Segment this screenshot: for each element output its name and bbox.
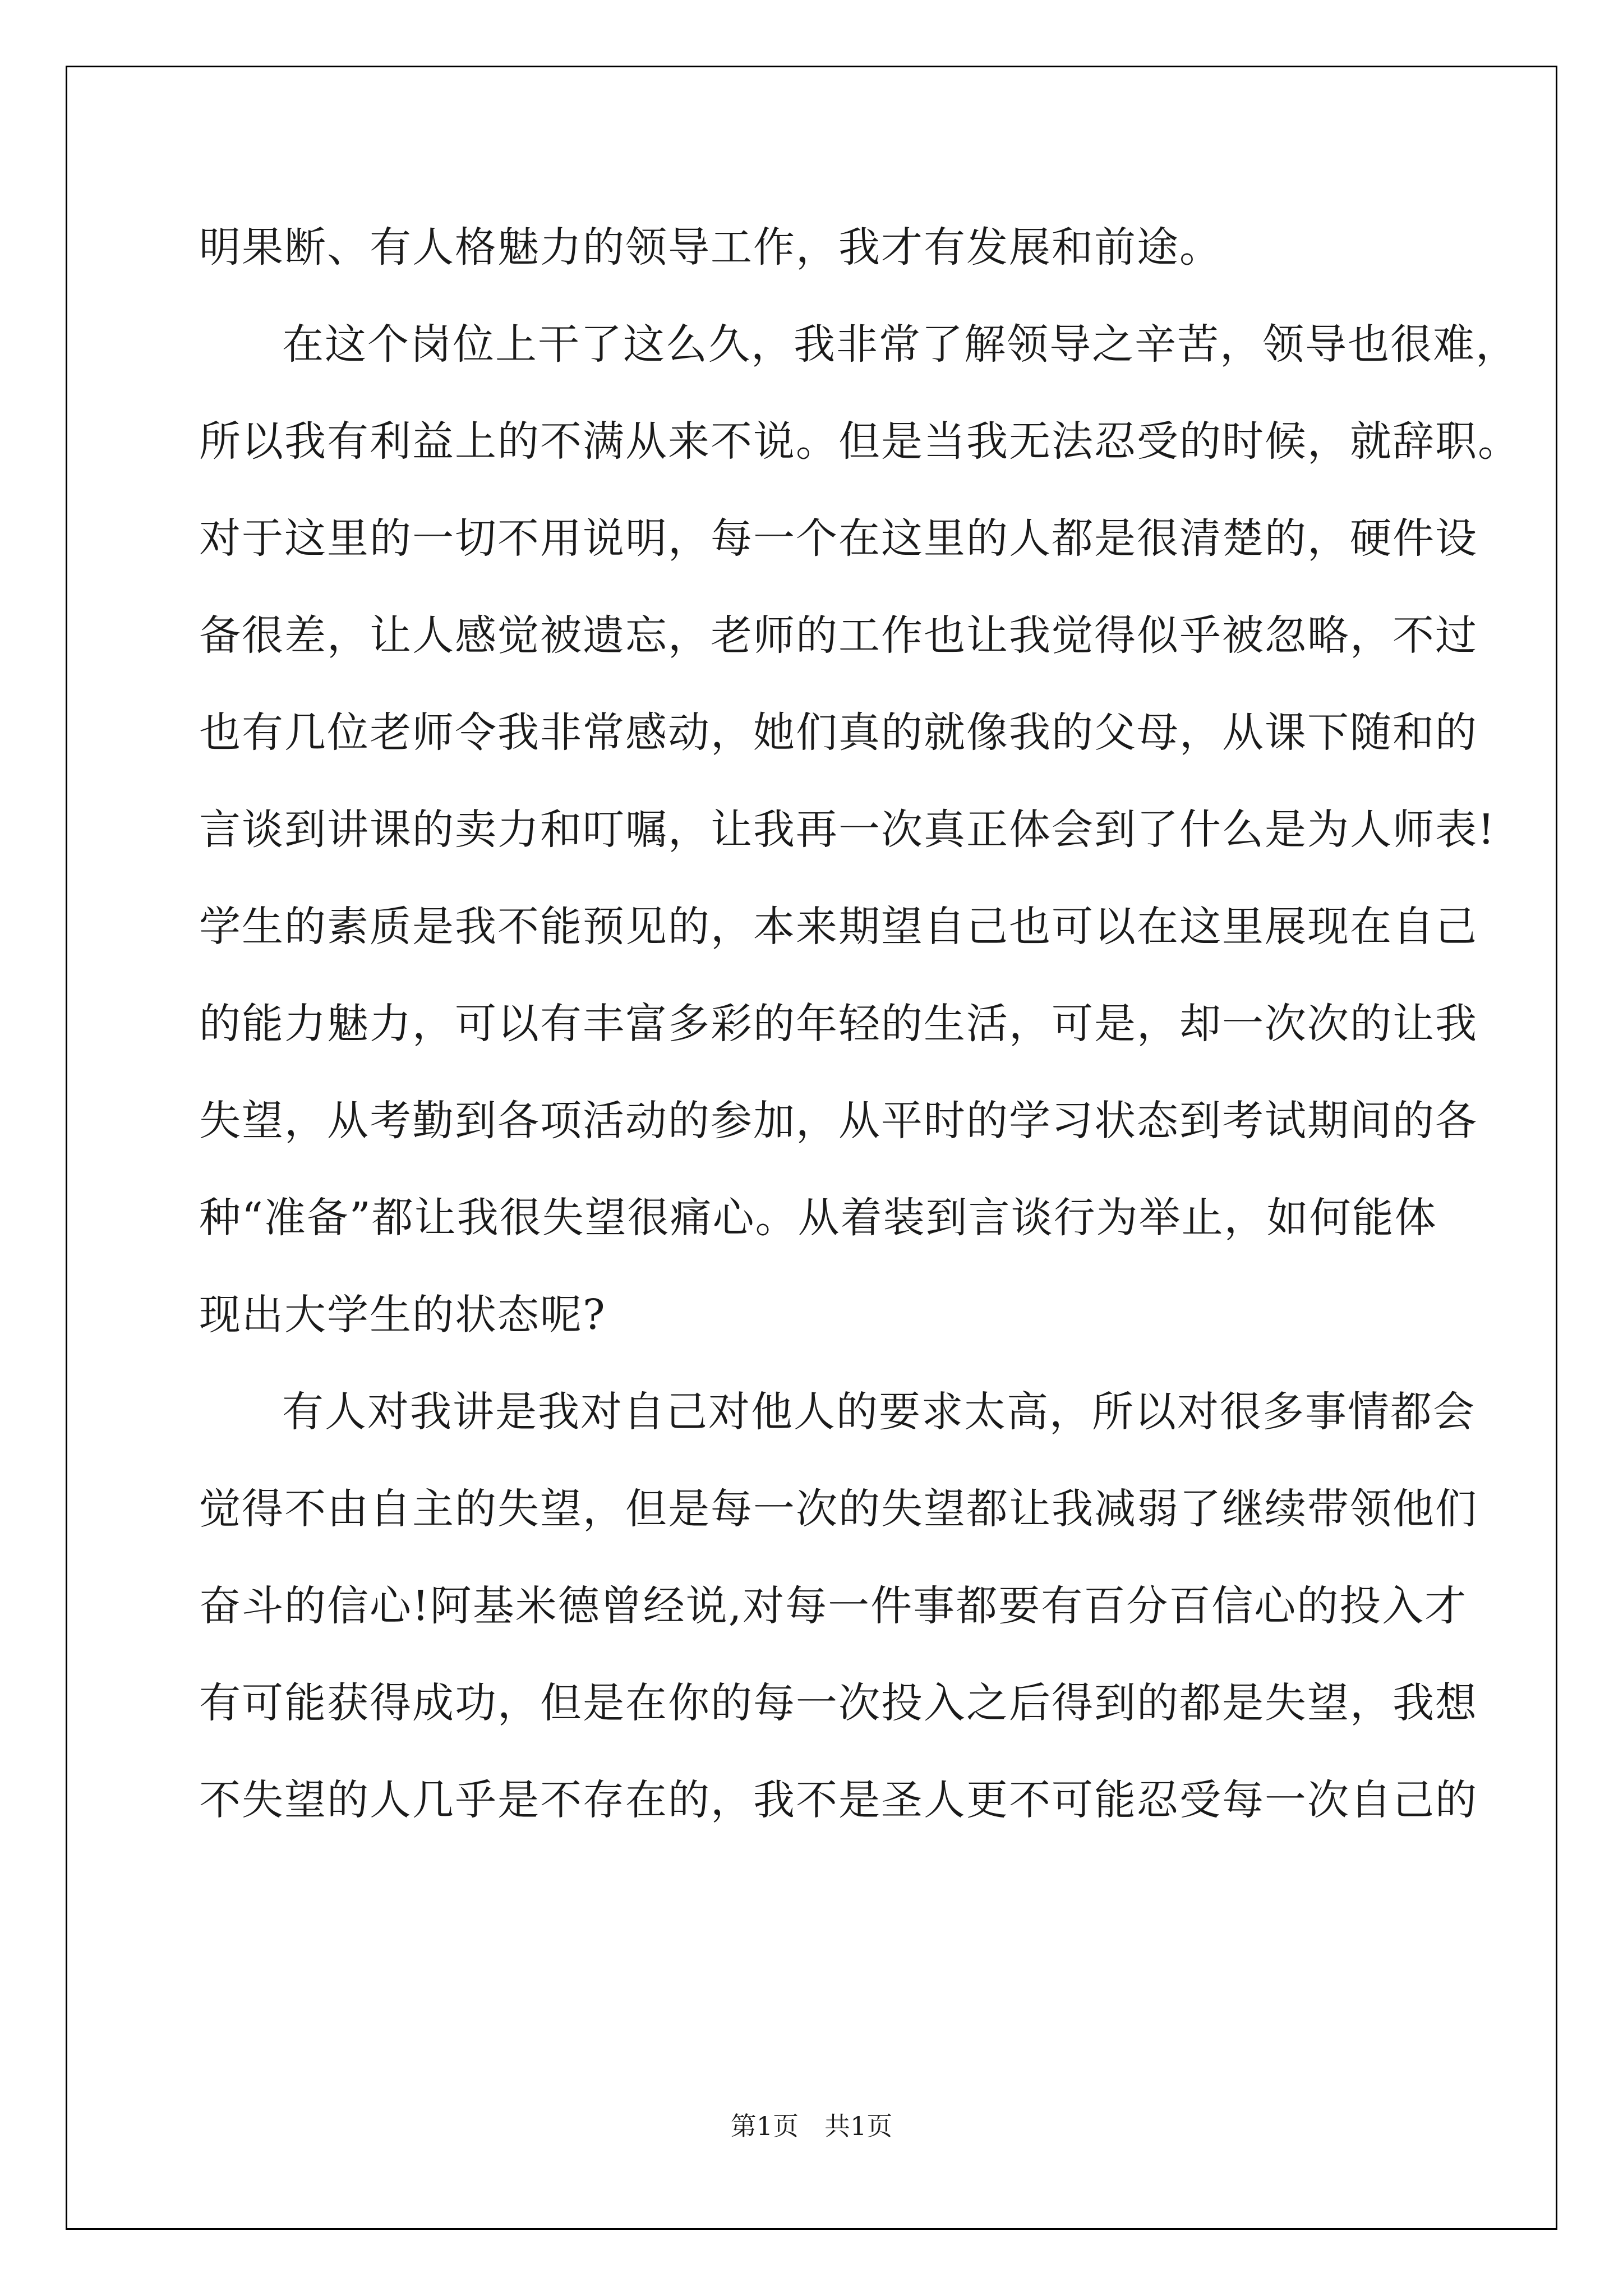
text-line: 现出大学生的状态呢? — [199, 1291, 606, 1339]
text-line-paragraph-start: 在这个岗位上干了这么久，我非常了解领导之辛苦，领导也很难， — [282, 320, 1518, 369]
text-line: 对于这里的一切不用说明，每一个在这里的人都是很清楚的，硬件设 — [199, 514, 1478, 563]
text-line: 有可能获得成功，但是在你的每一次投入之后得到的都是失望，我想 — [199, 1679, 1478, 1727]
text-line: 种“准备”都让我很失望很痛心。从着装到言谈行为举止，如何能体 — [199, 1194, 1437, 1242]
text-line: 也有几位老师令我非常感动，她们真的就像我的父母，从课下随和的 — [199, 708, 1478, 757]
text-line: 学生的素质是我不能预见的，本来期望自己也可以在这里展现在自己 — [199, 903, 1478, 951]
text-line: 奋斗的信心!阿基米德曾经说,对每一件事都要有百分百信心的投入才 — [199, 1582, 1468, 1630]
text-line: 不失望的人几乎是不存在的，我不是圣人更不可能忍受每一次自己的 — [199, 1776, 1478, 1824]
text-line-paragraph-start: 有人对我讲是我对自己对他人的要求太高，所以对很多事情都会 — [282, 1388, 1476, 1436]
page-total: 共1页 — [824, 2111, 893, 2141]
text-line: 所以我有利益上的不满从来不说。但是当我无法忍受的时候，就辞职。 — [199, 417, 1520, 466]
text-line: 备很差，让人感觉被遗忘，老师的工作也让我觉得似乎被忽略，不过 — [199, 611, 1478, 660]
document-body — [199, 199, 1520, 1849]
text-line: 明果断、有人格魅力的领导工作，我才有发展和前途。 — [199, 223, 1222, 272]
page-number: 第1页 — [730, 2111, 799, 2141]
text-line: 失望，从考勤到各项活动的参加，从平时的学习状态到考试期间的各 — [199, 1097, 1478, 1145]
page-footer — [0, 2109, 1623, 2143]
text-line: 的能力魅力，可以有丰富多彩的年轻的生活，可是，却一次次的让我 — [199, 1000, 1478, 1048]
text-line: 觉得不由自主的失望，但是每一次的失望都让我减弱了继续带领他们 — [199, 1485, 1478, 1533]
text-line: 言谈到讲课的卖力和叮嘱，让我再一次真正体会到了什么是为人师表! — [199, 806, 1496, 854]
